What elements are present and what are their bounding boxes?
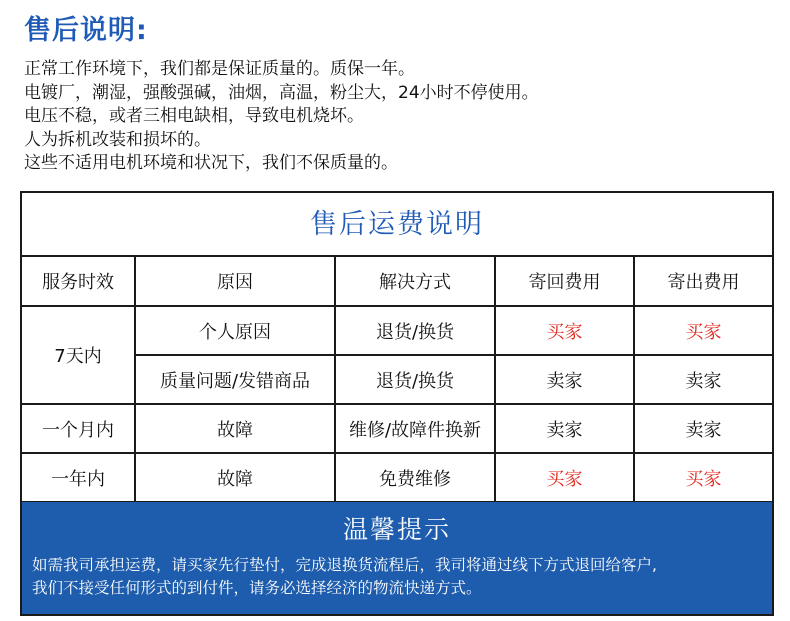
cell-solution: 退货/换货 (335, 306, 495, 355)
header-period: 服务时效 (22, 257, 135, 306)
cell-send-fee: 卖家 (634, 355, 772, 404)
header-solution: 解决方式 (335, 257, 495, 306)
page-title: 售后说明: (24, 15, 148, 46)
table-row (22, 306, 772, 355)
cell-reason: 个人原因 (135, 306, 335, 355)
shipping-fee-box (20, 191, 774, 616)
cell-reason: 故障 (135, 404, 335, 453)
header-send-fee: 寄出费用 (634, 257, 772, 306)
tips-body (22, 554, 772, 600)
header-return-fee: 寄回费用 (495, 257, 634, 306)
header-reason: 原因 (135, 257, 335, 306)
cell-reason: 故障 (135, 453, 335, 502)
tips-title: 温馨提示 (342, 515, 451, 544)
after-sales-notes (24, 58, 764, 176)
tips-line: 如需我司承担运费，请买家先行垫付，完成退换货流程后，我司将通过线下方式退回给客户, (32, 556, 657, 574)
note-line: 电镀厂，潮湿，强酸强碱，油烟，高温，粉尘大，24小时不停使用。 (24, 82, 539, 103)
table-row (22, 355, 772, 404)
note-line: 这些不适用电机环境和状况下，我们不保质量的。 (24, 153, 398, 173)
cell-return-fee: 买家 (495, 453, 634, 502)
note-line: 正常工作环境下，我们都是保证质量的。质保一年。 (24, 59, 415, 79)
cell-period: 一个月内 (22, 404, 135, 453)
table-header-row (22, 257, 772, 306)
cell-return-fee: 买家 (495, 306, 634, 355)
cell-solution: 退货/换货 (335, 355, 495, 404)
cell-solution: 免费维修 (335, 453, 495, 502)
tips-panel (22, 502, 772, 614)
cell-period: 7天内 (22, 306, 135, 404)
shipping-table-title: 售后运费说明 (22, 193, 772, 257)
shipping-fee-table (22, 257, 772, 503)
cell-reason: 质量问题/发错商品 (135, 355, 335, 404)
table-row (22, 453, 772, 502)
cell-send-fee: 买家 (634, 306, 772, 355)
cell-send-fee: 买家 (634, 453, 772, 502)
note-line: 人为拆机改装和损坏的。 (24, 129, 211, 150)
note-line: 电压不稳，或者三相电缺相，导致电机烧坏。 (24, 106, 364, 126)
cell-return-fee: 卖家 (495, 355, 634, 404)
cell-solution: 维修/故障件换新 (335, 404, 495, 453)
cell-period: 一年内 (22, 453, 135, 502)
table-row (22, 404, 772, 453)
cell-return-fee: 卖家 (495, 404, 634, 453)
tips-line: 我们不接受任何形式的到付件，请务必选择经济的物流快递方式。 (32, 579, 482, 597)
cell-send-fee: 卖家 (634, 404, 772, 453)
